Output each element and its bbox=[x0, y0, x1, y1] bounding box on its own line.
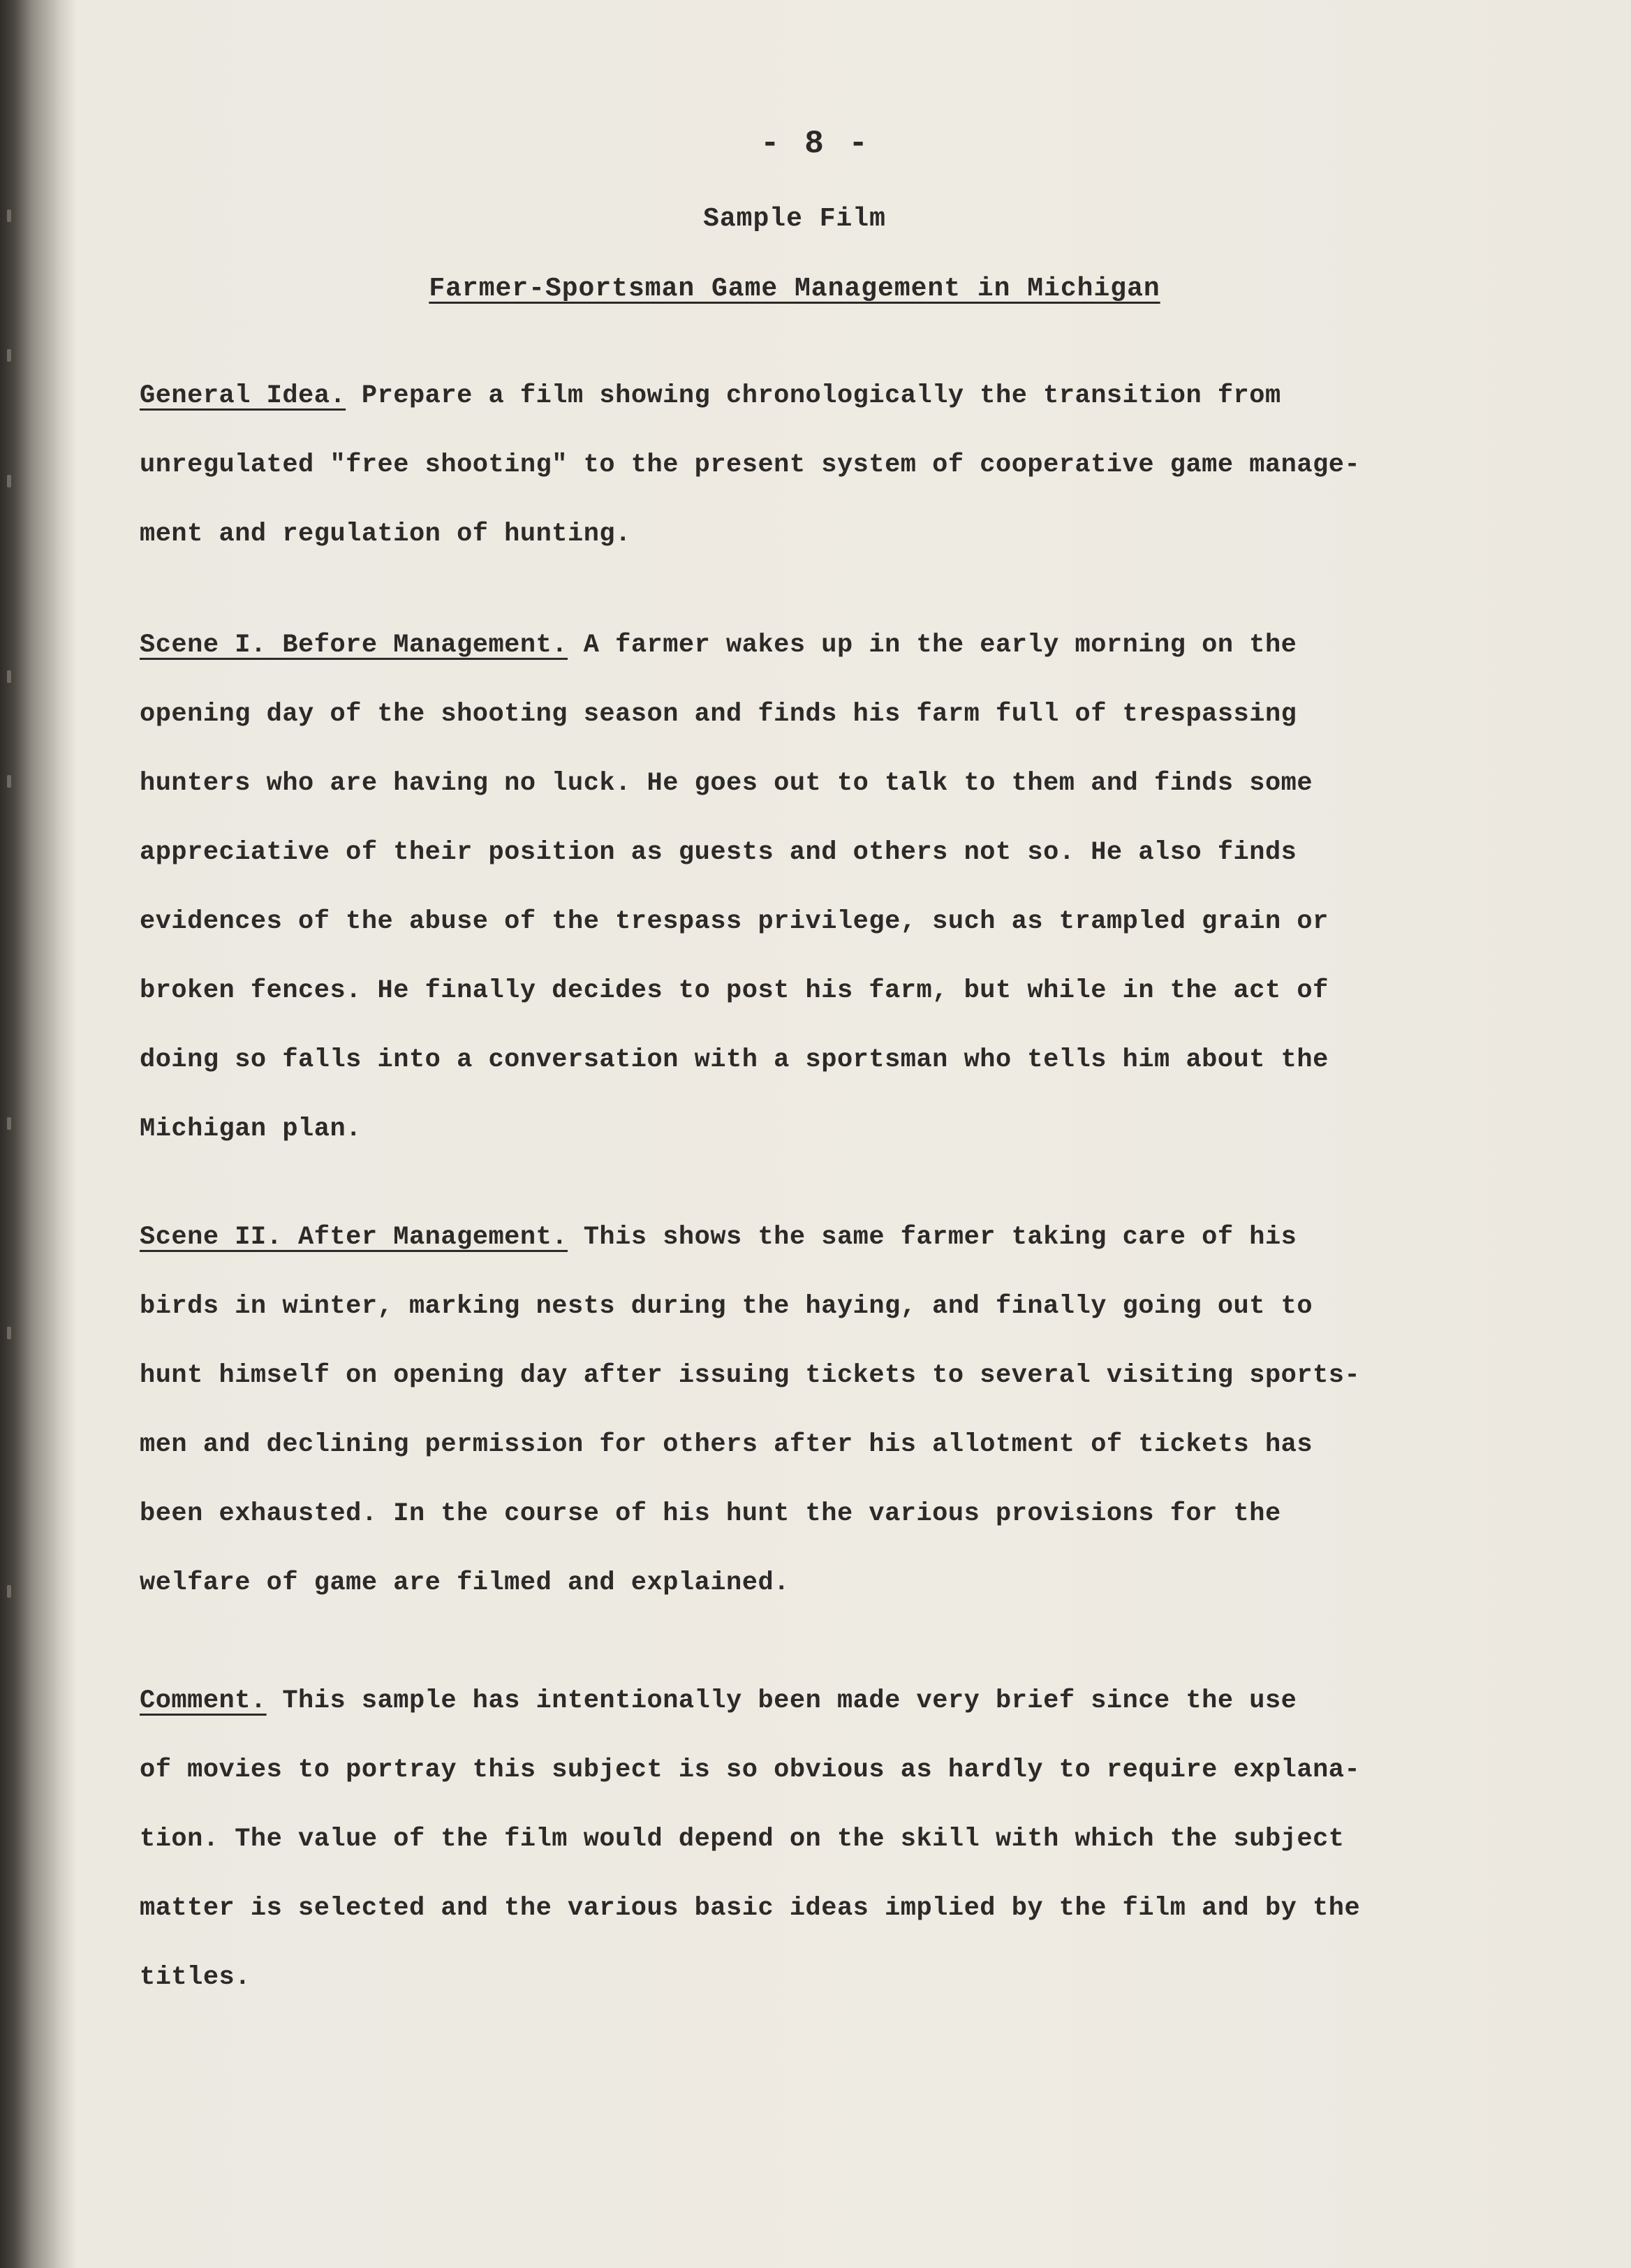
paragraph-line: titles. bbox=[140, 1963, 251, 1992]
paragraph-line: tion. The value of the film would depend on the skill with which the subject bbox=[140, 1825, 1345, 1854]
paragraph-line bbox=[140, 1667, 1487, 1736]
paragraph-line: birds in winter, marking nests during the haying, and finally going out to bbox=[140, 1292, 1313, 1321]
paragraph-label: General Idea. bbox=[140, 381, 346, 411]
paragraph-line bbox=[140, 1203, 1487, 1272]
line-text: Prepare a film showing chronologically the transition from bbox=[346, 381, 1281, 411]
document-subtitle: Farmer-Sportsman Game Management in Michigan bbox=[429, 274, 1160, 304]
paragraph-line bbox=[140, 362, 1487, 431]
paragraph-label: Scene I. Before Management. bbox=[140, 631, 568, 660]
paragraph-line: hunt himself on opening day after issuing tickets to several visiting sports- bbox=[140, 1361, 1361, 1390]
paragraph-line bbox=[140, 611, 1487, 680]
paragraph-line: broken fences. He finally decides to post his farm, but while in the act of bbox=[140, 976, 1329, 1006]
line-text: This sample has intentionally been made very brief since the use bbox=[266, 1686, 1297, 1716]
line-text: A farmer wakes up in the early morning on the bbox=[568, 631, 1297, 660]
page-number: - 8 - bbox=[760, 126, 871, 162]
binding-mark bbox=[7, 670, 11, 683]
paragraph-line: been exhausted. In the course of his hunt the various provisions for the bbox=[140, 1499, 1281, 1529]
binding-mark bbox=[7, 349, 11, 362]
paragraph-line: doing so falls into a conversation with a sportsman who tells him about the bbox=[140, 1045, 1329, 1075]
paragraph-line: appreciative of their position as guests and others not so. He also finds bbox=[140, 838, 1297, 867]
paragraph-line: evidences of the abuse of the trespass privilege, such as trampled grain or bbox=[140, 907, 1329, 936]
paragraph-line: welfare of game are filmed and explained. bbox=[140, 1568, 790, 1598]
paragraph-label: Scene II. After Management. bbox=[140, 1223, 568, 1252]
line-text: This shows the same farmer taking care of his bbox=[568, 1223, 1297, 1252]
paragraph-general-idea bbox=[140, 362, 1487, 569]
paragraph-line: men and declining permission for others after his allotment of tickets has bbox=[140, 1430, 1313, 1459]
paragraph-line: ment and regulation of hunting. bbox=[140, 520, 631, 549]
binding-mark bbox=[7, 1327, 11, 1339]
paragraph-line: hunters who are having no luck. He goes out to talk to them and finds some bbox=[140, 769, 1313, 798]
paragraph-scene-two bbox=[140, 1203, 1487, 1618]
paragraph-line: opening day of the shooting season and finds his farm full of trespassing bbox=[140, 700, 1297, 729]
binding-mark bbox=[7, 775, 11, 788]
document-title: Sample Film bbox=[703, 204, 886, 234]
paragraph-line: matter is selected and the various basic ideas implied by the film and by the bbox=[140, 1894, 1361, 1923]
paragraph-line: of movies to portray this subject is so obvious as hardly to require explana- bbox=[140, 1755, 1361, 1785]
binding-mark bbox=[7, 475, 11, 487]
paragraph-scene-one bbox=[140, 611, 1487, 1164]
paragraph-comment bbox=[140, 1667, 1487, 2012]
paragraph-label: Comment. bbox=[140, 1686, 267, 1716]
paragraph-line: Michigan plan. bbox=[140, 1114, 362, 1144]
binding-mark bbox=[7, 1585, 11, 1598]
page-binding-shadow bbox=[0, 0, 77, 2268]
binding-mark bbox=[7, 1117, 11, 1130]
paragraph-line: unregulated "free shooting" to the present system of cooperative game manage- bbox=[140, 450, 1361, 480]
